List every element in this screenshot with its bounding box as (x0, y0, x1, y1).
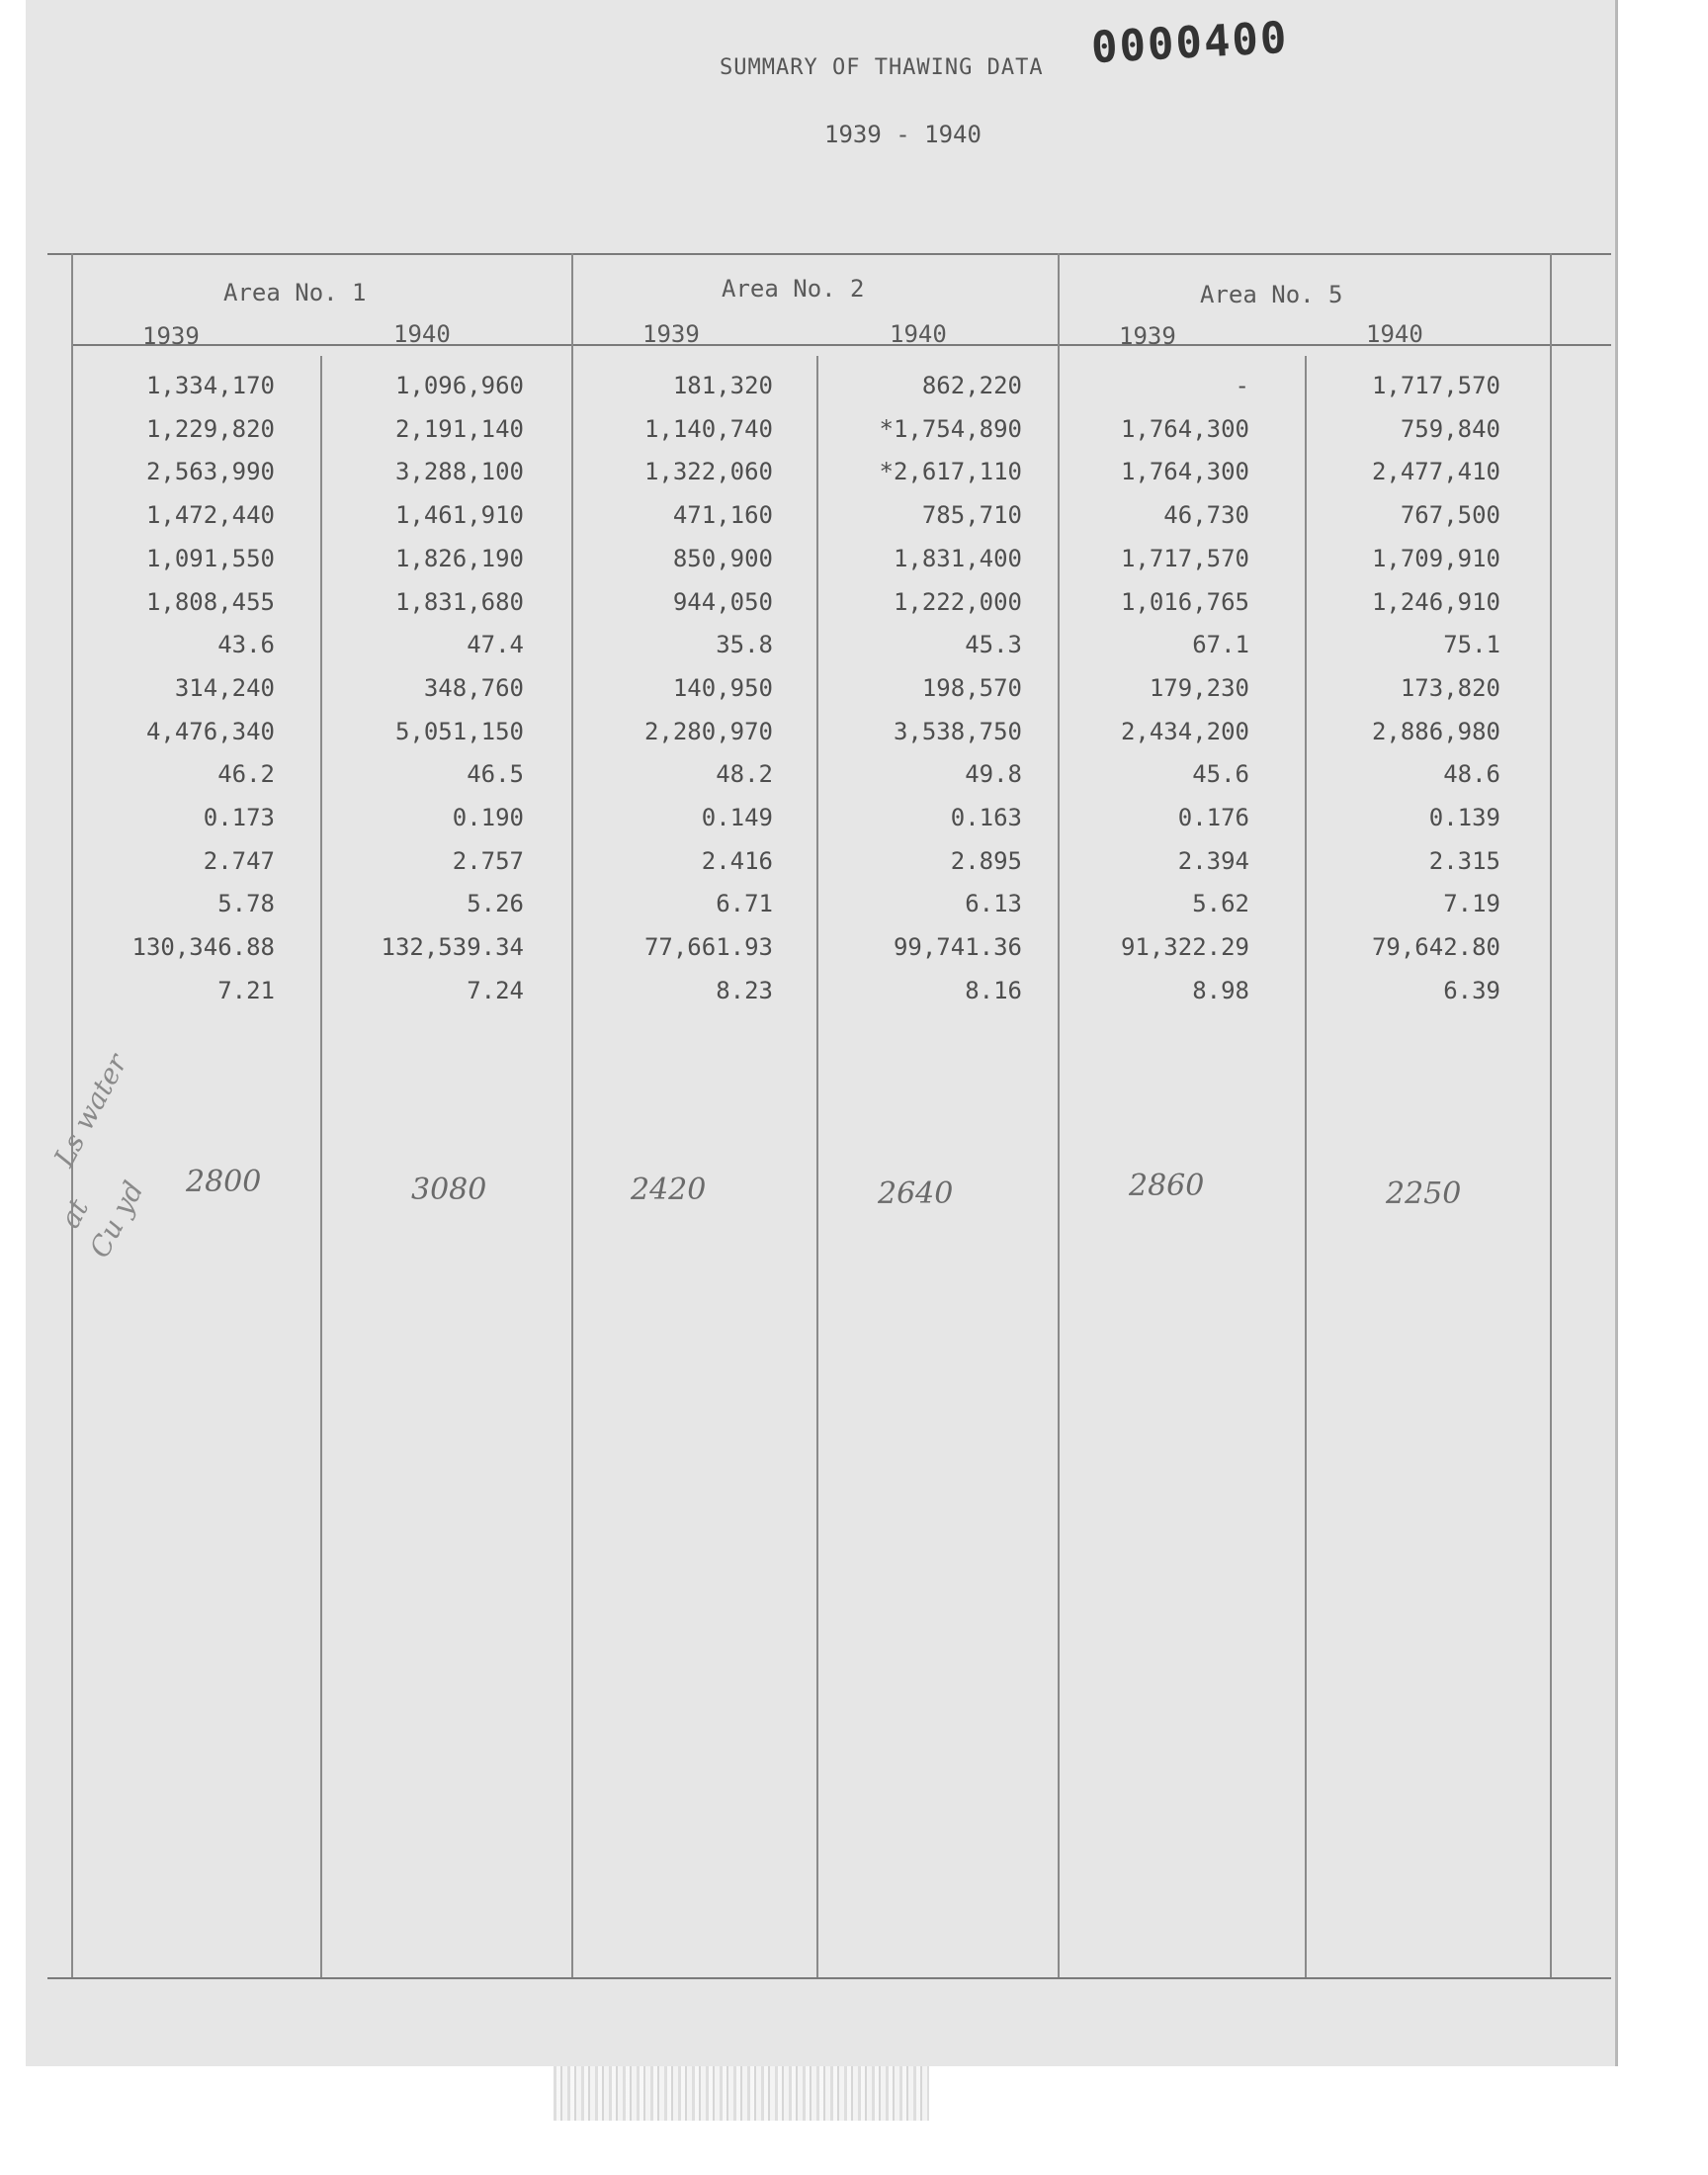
table-cell: 5.78 (217, 890, 275, 917)
table-cell: 767,500 (1400, 501, 1500, 529)
table-cell: 47.4 (467, 631, 524, 658)
table-cell: 0.173 (203, 804, 275, 831)
table-cell: 1,334,170 (145, 372, 275, 399)
year-header: 1940 (393, 320, 451, 348)
table-bottom-rule (47, 1977, 1611, 1979)
table-cell: 140,950 (672, 674, 773, 702)
table-cell: 35.8 (716, 631, 773, 658)
table-cell: 91,322.29 (1120, 933, 1249, 961)
table-cell: 1,229,820 (145, 415, 275, 443)
table-cell: 48.6 (1443, 760, 1500, 788)
table-cell: 1,764,300 (1120, 415, 1249, 443)
table-cell: 2,434,200 (1120, 718, 1249, 745)
handwritten-total: 2800 (186, 1165, 262, 1199)
table-cell: 5.26 (467, 890, 524, 917)
table-cell: 0.176 (1177, 804, 1249, 831)
handwritten-total: 2250 (1386, 1176, 1462, 1211)
year-header: 1939 (1119, 322, 1176, 350)
table-cell: *2,617,110 (879, 458, 1022, 485)
table-top-rule (47, 253, 1611, 255)
table-cell: 43.6 (217, 631, 275, 658)
table-cell: 2,886,980 (1371, 718, 1500, 745)
table-cell: *1,754,890 (879, 415, 1022, 443)
area-header: Area No. 2 (722, 275, 865, 303)
table-cell: 8.16 (965, 977, 1022, 1004)
year-header: 1939 (142, 322, 200, 350)
table-cell: - (1235, 372, 1249, 399)
margin-note: Ls water (47, 1048, 134, 1173)
table-cell: 46,730 (1163, 501, 1249, 529)
table-cell: 785,710 (921, 501, 1022, 529)
table-cell: 46.5 (467, 760, 524, 788)
table-cell: 7.21 (217, 977, 275, 1004)
area-header: Area No. 5 (1200, 281, 1343, 308)
table-cell: 1,717,570 (1371, 372, 1500, 399)
table-cell: 1,764,300 (1120, 458, 1249, 485)
margin-note: Cu yd (83, 1175, 150, 1263)
table-cell: 759,840 (1400, 415, 1500, 443)
table-cell: 48.2 (716, 760, 773, 788)
table-cell: 130,346.88 (131, 933, 275, 961)
table-cell: 862,220 (921, 372, 1022, 399)
table-cell: 1,096,960 (394, 372, 524, 399)
table-cell: 49.8 (965, 760, 1022, 788)
table-cell: 2,477,410 (1371, 458, 1500, 485)
table-cell: 314,240 (174, 674, 275, 702)
table-cell: 0.190 (452, 804, 524, 831)
table-cell: 6.71 (716, 890, 773, 917)
handwritten-total: 2640 (878, 1176, 954, 1211)
table-cell: 1,709,910 (1371, 545, 1500, 572)
scan-artifact (554, 2066, 929, 2121)
table-cell: 67.1 (1192, 631, 1249, 658)
table-cell: 0.149 (701, 804, 773, 831)
year-header: 1940 (1366, 320, 1423, 348)
table-cell: 8.98 (1192, 977, 1249, 1004)
table-cell: 45.3 (965, 631, 1022, 658)
table-cell: 1,222,000 (893, 588, 1022, 616)
table-cell: 77,661.93 (643, 933, 773, 961)
table-cell: 99,741.36 (893, 933, 1022, 961)
table-cell: 2.315 (1428, 847, 1500, 875)
table-cell: 0.163 (950, 804, 1022, 831)
table-cell: 1,322,060 (643, 458, 773, 485)
table-cell: 2.416 (701, 847, 773, 875)
table-cell: 1,826,190 (394, 545, 524, 572)
table-cell: 1,140,740 (643, 415, 773, 443)
table-cell: 1,016,765 (1120, 588, 1249, 616)
table-cell: 79,642.80 (1371, 933, 1500, 961)
margin-note: at (53, 1193, 96, 1234)
year-header: 1939 (642, 320, 700, 348)
column-divider (320, 356, 322, 1977)
table-cell: 0.139 (1428, 804, 1500, 831)
table-cell: 1,831,400 (893, 545, 1022, 572)
year-header: 1940 (890, 320, 947, 348)
table-cell: 2,280,970 (643, 718, 773, 745)
table-cell: 2.757 (452, 847, 524, 875)
table-cell: 6.13 (965, 890, 1022, 917)
table-cell: 944,050 (672, 588, 773, 616)
table-cell: 3,288,100 (394, 458, 524, 485)
table-cell: 1,091,550 (145, 545, 275, 572)
table-cell: 75.1 (1443, 631, 1500, 658)
table-cell: 4,476,340 (145, 718, 275, 745)
table-cell: 7.19 (1443, 890, 1500, 917)
table-cell: 6.39 (1443, 977, 1500, 1004)
table-cell: 3,538,750 (893, 718, 1022, 745)
table-cell: 471,160 (672, 501, 773, 529)
area-header: Area No. 1 (223, 279, 367, 306)
table-cell: 1,246,910 (1371, 588, 1500, 616)
table-cell: 46.2 (217, 760, 275, 788)
document-subtitle: 1939 - 1940 (824, 121, 982, 148)
table-cell: 2,563,990 (145, 458, 275, 485)
table-cell: 1,808,455 (145, 588, 275, 616)
table-cell: 2.394 (1177, 847, 1249, 875)
table-cell: 181,320 (672, 372, 773, 399)
table-cell: 45.6 (1192, 760, 1249, 788)
column-divider (816, 356, 818, 1977)
table-cell: 1,717,570 (1120, 545, 1249, 572)
table-cell: 2.895 (950, 847, 1022, 875)
document-title: SUMMARY OF THAWING DATA (720, 55, 1044, 80)
handwritten-total: 3080 (411, 1173, 487, 1207)
table-cell: 850,900 (672, 545, 773, 572)
table-cell: 1,831,680 (394, 588, 524, 616)
table-cell: 1,461,910 (394, 501, 524, 529)
table-cell: 7.24 (467, 977, 524, 1004)
table-cell: 2,191,140 (394, 415, 524, 443)
table-cell: 173,820 (1400, 674, 1500, 702)
document-stamp: 0000400 (1089, 12, 1290, 74)
table-cell: 348,760 (423, 674, 524, 702)
table-cell: 1,472,440 (145, 501, 275, 529)
handwritten-total: 2860 (1129, 1169, 1205, 1203)
document-page (26, 0, 1618, 2066)
table-right-border (1550, 253, 1552, 1977)
table-cell: 8.23 (716, 977, 773, 1004)
table-cell: 132,539.34 (381, 933, 524, 961)
table-cell: 5.62 (1192, 890, 1249, 917)
table-cell: 198,570 (921, 674, 1022, 702)
area-divider (571, 253, 573, 1977)
handwritten-total: 2420 (631, 1173, 707, 1207)
table-cell: 179,230 (1149, 674, 1249, 702)
table-cell: 2.747 (203, 847, 275, 875)
table-cell: 5,051,150 (394, 718, 524, 745)
